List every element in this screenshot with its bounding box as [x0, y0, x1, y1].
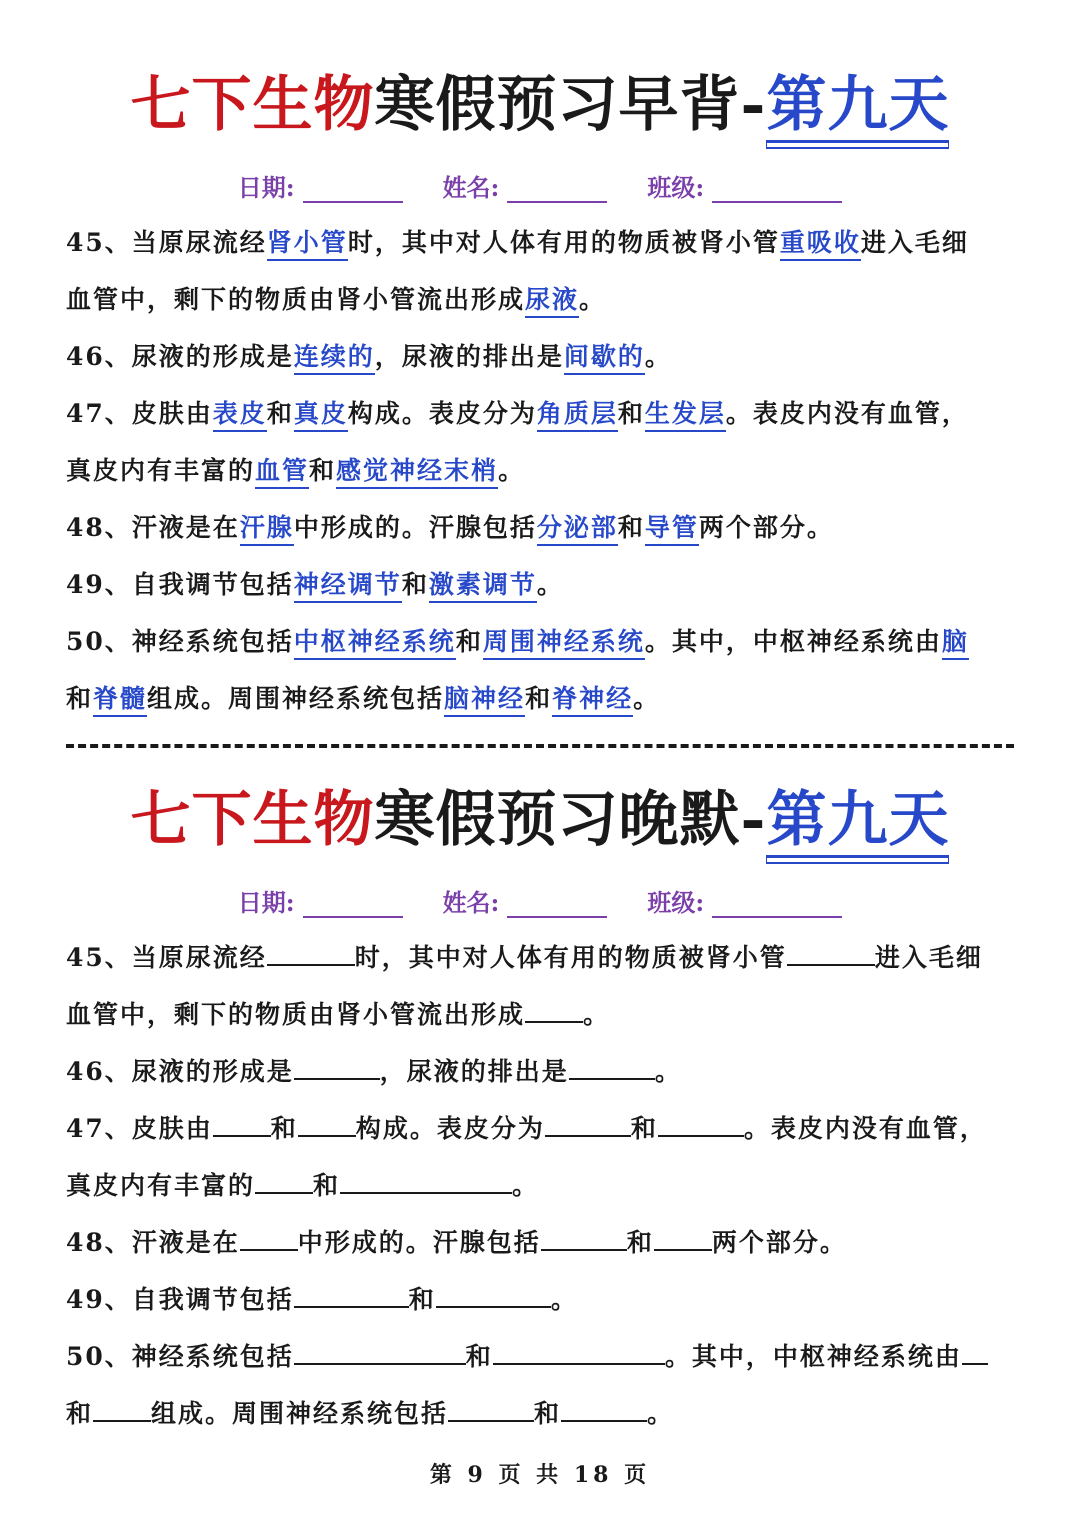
q45-text-c: 进入毛细 — [860, 228, 969, 257]
q50-text-d: 和 — [66, 684, 94, 713]
q49-text-a: 49、自我调节包括 — [66, 1285, 294, 1314]
answer-text: 脑神经 — [444, 684, 525, 717]
fill-blank[interactable] — [294, 1329, 466, 1365]
q48-text-d: 两个部分。 — [711, 1228, 847, 1257]
answer-text: 表皮 — [213, 399, 267, 432]
q45-text-e: 。 — [583, 1000, 611, 1029]
fill-blank[interactable] — [787, 930, 875, 966]
question-50-line-2 — [66, 670, 1014, 727]
answer-text: 周围神经系统 — [483, 627, 645, 660]
q45-text-e: 。 — [579, 285, 607, 314]
page-number: 第 9 页 共 18 页 — [429, 1462, 651, 1488]
answer-text: 脊神经 — [552, 684, 633, 717]
q49-text-b: 和 — [401, 570, 429, 599]
question-48 — [66, 1214, 1014, 1271]
q50-text-b: 和 — [455, 627, 483, 656]
fill-blank[interactable] — [93, 1386, 151, 1422]
title-main: 寒假预习早背- — [374, 70, 767, 140]
fill-blank[interactable] — [436, 1272, 551, 1308]
q45-text-d: 血管中，剩下的物质由肾小管流出形成 — [66, 1000, 526, 1029]
fill-blank[interactable] — [541, 1215, 627, 1251]
fill-blank[interactable] — [658, 1101, 744, 1137]
question-45-line-1 — [66, 214, 1014, 271]
q50-text-d: 和 — [66, 1399, 94, 1428]
fill-blank[interactable] — [561, 1386, 647, 1422]
info-row — [0, 875, 1080, 925]
q47-text-g: 和 — [309, 456, 337, 485]
answer-text: 血管 — [255, 456, 309, 489]
q48-text-b: 中形成的。汗腺包括 — [293, 513, 537, 542]
q48-text-c: 和 — [617, 513, 645, 542]
date-blank[interactable] — [303, 179, 403, 203]
date-label: 日期: — [237, 172, 295, 202]
question-48 — [66, 499, 1014, 556]
answer-text: 感觉神经末梢 — [336, 456, 498, 489]
class-field — [647, 168, 842, 203]
question-46 — [66, 328, 1014, 385]
evening-questions — [0, 929, 1080, 1442]
q50-text-e: 组成。周围神经系统包括 — [151, 1399, 449, 1428]
title-main: 寒假预习晚默- — [374, 785, 767, 855]
q45-text-d: 血管中，剩下的物质由肾小管流出形成 — [66, 285, 526, 314]
answer-text: 导管 — [645, 513, 699, 546]
title-day: 第九天 — [766, 70, 949, 143]
q50-text-g: 。 — [633, 684, 661, 713]
date-label: 日期: — [237, 887, 295, 917]
answer-text: 神经调节 — [294, 570, 402, 603]
date-field — [238, 168, 403, 203]
q46-text-b: ，尿液的排出是 — [379, 1057, 569, 1086]
q48-text-b: 中形成的。汗腺包括 — [297, 1228, 541, 1257]
question-50-line-1 — [66, 613, 1014, 670]
q47-text-a: 47、皮肤由 — [66, 399, 213, 428]
date-blank[interactable] — [303, 894, 403, 918]
q46-text-a: 46、尿液的形成是 — [66, 342, 294, 371]
question-45-line-2 — [66, 986, 1014, 1043]
q46-text-c: 。 — [654, 1057, 682, 1086]
q48-text-d: 两个部分。 — [698, 513, 834, 542]
evening-section — [0, 775, 1080, 1442]
q47-text-b: 和 — [270, 1114, 298, 1143]
q50-text-a: 50、神经系统包括 — [66, 627, 294, 656]
q47-text-a: 47、皮肤由 — [66, 1114, 213, 1143]
class-label: 班级: — [647, 887, 705, 917]
fill-blank[interactable] — [962, 1329, 988, 1365]
fill-blank[interactable] — [240, 1215, 298, 1251]
answer-text: 脊髓 — [93, 684, 147, 717]
q50-text-a: 50、神经系统包括 — [66, 1342, 294, 1371]
name-label: 姓名: — [442, 172, 500, 202]
q46-text-c: 。 — [644, 342, 672, 371]
answer-text: 肾小管 — [267, 228, 348, 261]
q49-text-a: 49、自我调节包括 — [66, 570, 294, 599]
q47-text-b: 和 — [266, 399, 294, 428]
evening-title — [0, 775, 1080, 865]
q45-text-a: 45、当原尿流经 — [66, 228, 267, 257]
q45-text-a: 45、当原尿流经 — [66, 943, 267, 972]
q47-text-d: 和 — [630, 1114, 658, 1143]
question-49 — [66, 1271, 1014, 1328]
q47-text-h: 。 — [512, 1171, 540, 1200]
fill-blank[interactable] — [255, 1158, 313, 1194]
question-47-line-2 — [66, 1157, 1014, 1214]
fill-blank[interactable] — [545, 1101, 631, 1137]
q50-text-f: 和 — [534, 1399, 562, 1428]
fill-blank[interactable] — [493, 1329, 665, 1365]
fill-blank[interactable] — [267, 930, 355, 966]
q48-text-a: 48、汗液是在 — [66, 513, 240, 542]
q48-text-a: 48、汗液是在 — [66, 1228, 240, 1257]
q46-text-b: ，尿液的排出是 — [374, 342, 564, 371]
q50-text-c: 。其中，中枢神经系统由 — [644, 627, 942, 656]
question-47-line-2 — [66, 442, 1014, 499]
answer-text: 分泌部 — [537, 513, 618, 546]
answer-text: 角质层 — [537, 399, 618, 432]
q47-text-c: 构成。表皮分为 — [347, 399, 537, 428]
class-blank[interactable] — [712, 894, 842, 918]
answer-text: 中枢神经系统 — [294, 627, 456, 660]
q47-text-c: 构成。表皮分为 — [355, 1114, 545, 1143]
name-blank[interactable] — [507, 179, 607, 203]
fill-blank[interactable] — [448, 1386, 534, 1422]
fill-blank[interactable] — [294, 1272, 409, 1308]
q45-text-b: 时，其中对人体有用的物质被肾小管 — [354, 943, 787, 972]
question-47-line-1 — [66, 385, 1014, 442]
q47-text-e: 。表皮内没有血管， — [725, 399, 969, 428]
q49-text-b: 和 — [408, 1285, 436, 1314]
name-field — [443, 168, 608, 203]
q47-text-f: 真皮内有丰富的 — [66, 456, 256, 485]
q47-text-f: 真皮内有丰富的 — [66, 1171, 256, 1200]
question-50-line-1 — [66, 1328, 1014, 1385]
fill-blank[interactable] — [294, 1044, 380, 1080]
q50-text-e: 组成。周围神经系统包括 — [147, 684, 445, 713]
question-45-line-1 — [66, 929, 1014, 986]
morning-section — [0, 60, 1080, 727]
q50-text-f: 和 — [525, 684, 553, 713]
answer-text: 重吸收 — [780, 228, 861, 261]
fill-blank[interactable] — [525, 987, 583, 1023]
name-blank[interactable] — [507, 894, 607, 918]
q47-text-d: 和 — [617, 399, 645, 428]
q48-text-c: 和 — [626, 1228, 654, 1257]
q49-text-c: 。 — [550, 1285, 578, 1314]
q50-text-c: 。其中，中枢神经系统由 — [664, 1342, 962, 1371]
q45-text-b: 时，其中对人体有用的物质被肾小管 — [347, 228, 780, 257]
section-divider — [66, 744, 1014, 748]
question-46 — [66, 1043, 1014, 1100]
info-row — [0, 160, 1080, 210]
answer-text: 激素调节 — [429, 570, 537, 603]
class-label: 班级: — [647, 172, 705, 202]
date-field — [238, 883, 403, 918]
q46-text-a: 46、尿液的形成是 — [66, 1057, 294, 1086]
q50-text-g: 。 — [647, 1399, 675, 1428]
q47-text-g: 和 — [313, 1171, 341, 1200]
answer-text: 连续的 — [294, 342, 375, 375]
morning-questions — [0, 214, 1080, 727]
fill-blank[interactable] — [298, 1101, 356, 1137]
title-subject: 七下生物 — [130, 785, 375, 855]
question-50-line-2 — [66, 1385, 1014, 1442]
morning-title — [0, 60, 1080, 150]
q49-text-c: 。 — [536, 570, 564, 599]
answer-text: 生发层 — [645, 399, 726, 432]
class-blank[interactable] — [712, 179, 842, 203]
name-field — [443, 883, 608, 918]
title-subject: 七下生物 — [130, 70, 375, 140]
question-45-line-2 — [66, 271, 1014, 328]
class-field — [647, 883, 842, 918]
name-label: 姓名: — [442, 887, 500, 917]
q45-text-c: 进入毛细 — [874, 943, 983, 972]
q47-text-h: 。 — [498, 456, 526, 485]
answer-text: 脑 — [942, 627, 969, 660]
answer-text: 汗腺 — [240, 513, 294, 546]
answer-text: 间歇的 — [564, 342, 645, 375]
fill-blank[interactable] — [340, 1158, 512, 1194]
answer-text: 真皮 — [294, 399, 348, 432]
fill-blank[interactable] — [569, 1044, 655, 1080]
answer-text: 尿液 — [525, 285, 579, 318]
q50-text-b: 和 — [465, 1342, 493, 1371]
title-day: 第九天 — [766, 785, 949, 858]
fill-blank[interactable] — [213, 1101, 271, 1137]
q47-text-e: 。表皮内没有血管， — [743, 1114, 987, 1143]
fill-blank[interactable] — [654, 1215, 712, 1251]
question-49 — [66, 556, 1014, 613]
question-47-line-1 — [66, 1100, 1014, 1157]
